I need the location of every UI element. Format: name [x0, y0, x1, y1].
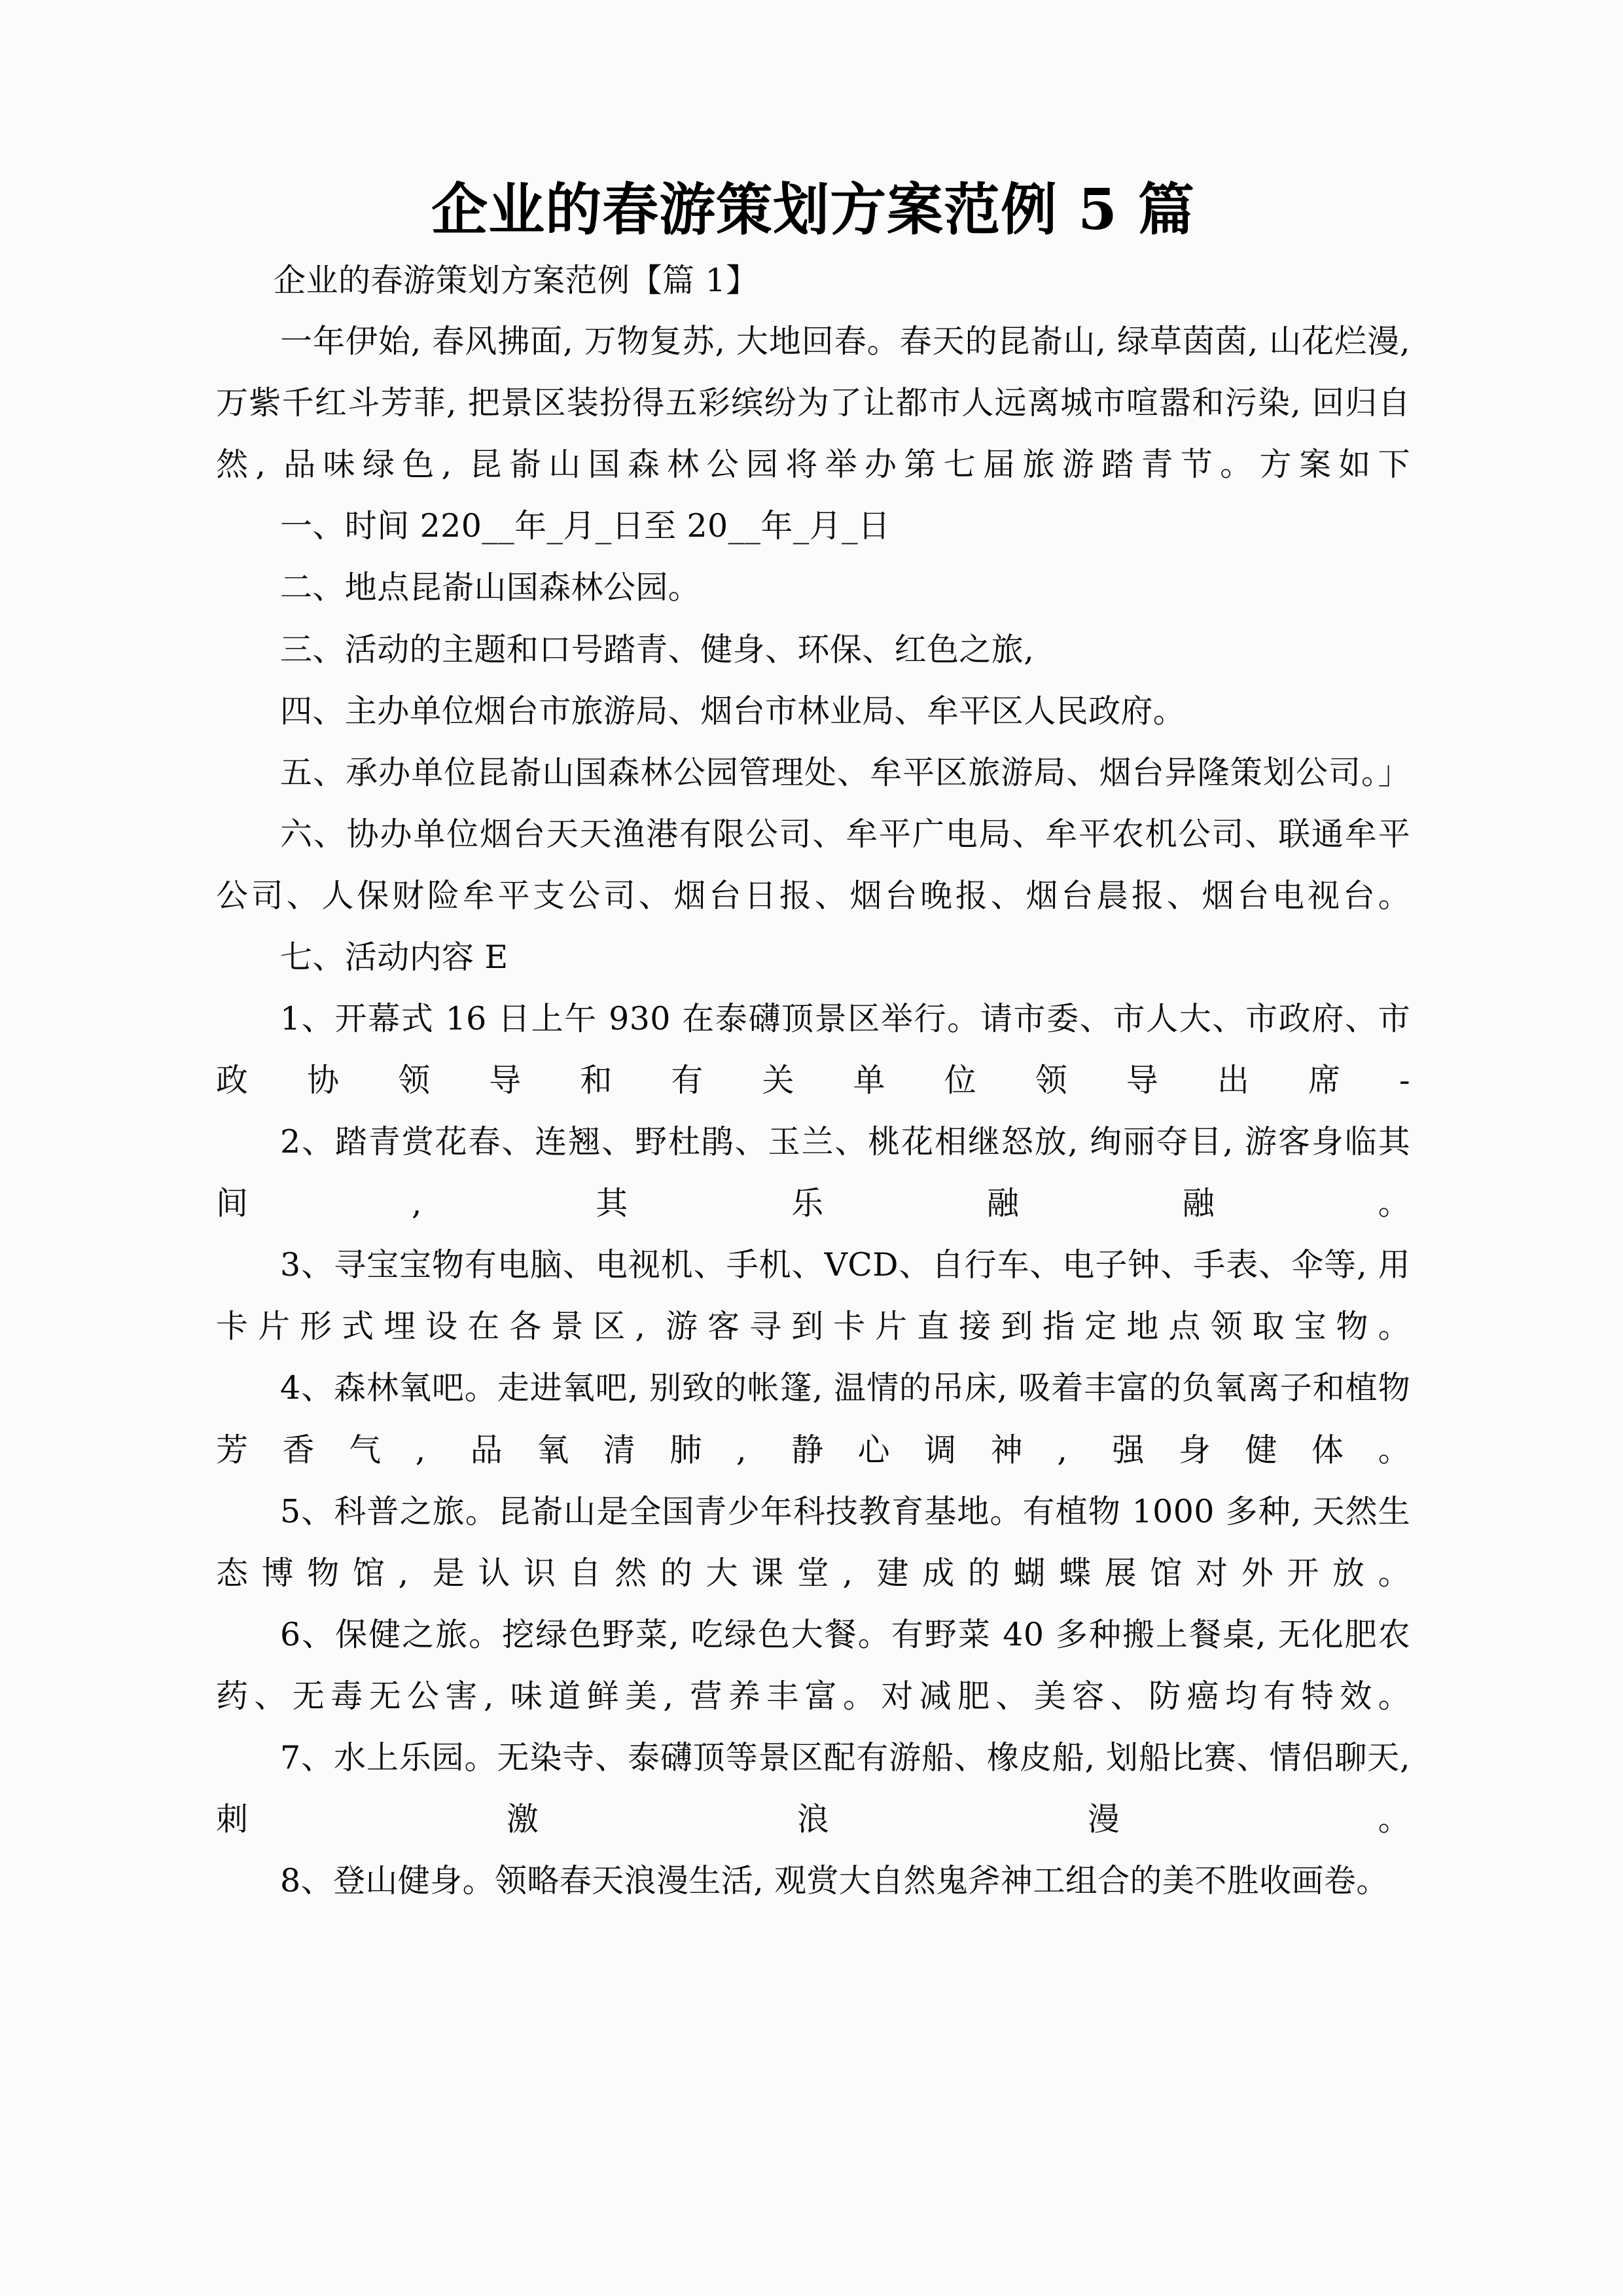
document-body [216, 177, 1410, 1912]
paragraph-section-7-activities: 七、活动内容 E [280, 938, 508, 976]
paragraph-activity-2: 2、踏青赏花春、连翘、野杜鹃、玉兰、桃花相继怒放, 绚丽夺目, 游客身临其间, 其乐融融。 [216, 1123, 1410, 1223]
paragraph-activity-8: 8、登山健身。领略春天浪漫生活, 观赏大自然鬼斧神工组合的美不胜收画卷。 [280, 1862, 1389, 1900]
document-subtitle: 企业的春游策划方案范例【篇 1】 [274, 262, 758, 300]
paragraph-section-3-theme: 三、活动的主题和口号踏青、健身、环保、红色之旅, [280, 630, 1035, 668]
paragraph-activity-6: 6、保健之旅。挖绿色野菜, 吃绿色大餐。有野菜 40 多种搬上餐桌, 无化肥农药、无毒无公害, 味道鲜美, 营养丰富。对减肥、美容、防癌均有特效。 [216, 1615, 1410, 1715]
paragraph-section-6-co-organizers: 六、协办单位烟台天天渔港有限公司、牟平广电局、牟平农机公司、联通牟平公司、人保财险牟平支公司、烟台日报、烟台晚报、烟台晨报、烟台电视台。 [216, 815, 1410, 914]
paragraph-activity-4: 4、森林氧吧。走进氧吧, 别致的帐篷, 温情的吊床, 吸着丰富的负氧离子和植物芳香气, 品氧清肺, 静心调神, 强身健体。 [216, 1369, 1410, 1469]
paragraph-activity-3: 3、寻宝宝物有电脑、电视机、手机、VCD、自行车、电子钟、手表、伞等, 用卡片形式埋设在各景区, 游客寻到卡片直接到指定地点领取宝物。 [216, 1246, 1410, 1346]
page-title: 企业的春游策划方案范例 5 篇 [431, 177, 1195, 243]
paragraph-section-2-location: 二、地点昆嵛山国森林公园。 [280, 569, 701, 607]
paragraph-activity-7: 7、水上乐园。无染寺、泰礴顶等景区配有游船、橡皮船, 划船比赛、情侣聊天, 刺激浪漫。 [216, 1738, 1410, 1839]
paragraph-section-5-hosts: 五、承办单位昆嵛山国森林公园管理处、牟平区旅游局、烟台异隆策划公司。」 [280, 753, 1410, 791]
paragraph-activity-5: 5、科普之旅。昆嵛山是全国青少年科技教育基地。有植物 1000 多种, 天然生态博物馆, 是认识自然的大课堂, 建成的蝴蝶展馆对外开放。 [216, 1492, 1410, 1592]
paragraph-section-4-organizers: 四、主办单位烟台市旅游局、烟台市林业局、牟平区人民政府。 [280, 692, 1186, 730]
paragraph-intro: 一年伊始, 春风拂面, 万物复苏, 大地回春。春天的昆嵛山, 绿草茵茵, 山花烂漫, 万紫千红斗芳菲, 把景区装扮得五彩缤纷为了让都市人远离城市喧嚣和污染, 回归自然, 品味绿色, 昆嵛山国森林公园将举办第七届旅游踏青节。方案如下 [216, 323, 1410, 484]
paragraph-activity-1: 1、开幕式 16 日上午 930 在泰礴顶景区举行。请市委、市人大、市政府、市政协领导和有关单位领导出席- [216, 1000, 1410, 1100]
paragraph-section-1-time: 一、时间 220__年_月_日至 20__年_月_日 [280, 507, 891, 545]
